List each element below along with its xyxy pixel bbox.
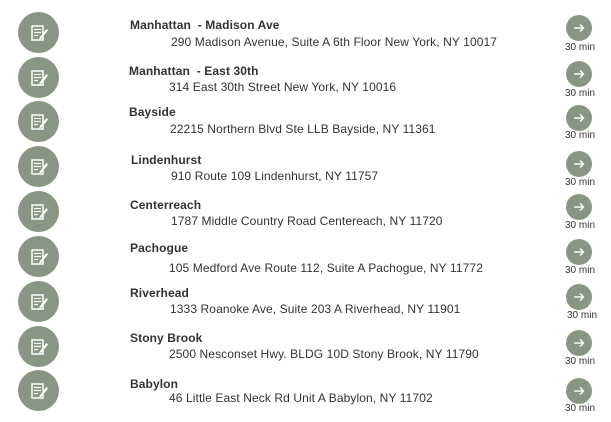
form-button[interactable] bbox=[18, 236, 59, 277]
duration-label: 30 min bbox=[564, 220, 595, 231]
form-button[interactable] bbox=[18, 12, 59, 53]
location-address: 46 Little East Neck Rd Unit A Babylon, NY 11702 bbox=[169, 391, 433, 405]
document-pencil-icon bbox=[29, 112, 49, 132]
arrow-right-icon bbox=[571, 20, 587, 36]
duration-label: 30 min bbox=[564, 42, 595, 53]
go-button[interactable] bbox=[566, 61, 592, 87]
go-button[interactable] bbox=[566, 15, 592, 41]
form-button[interactable] bbox=[18, 281, 59, 322]
location-address: 22215 Northern Blvd Ste LLB Bayside, NY 11361 bbox=[170, 122, 436, 136]
arrow-right-icon bbox=[571, 244, 587, 260]
arrow-right-icon bbox=[571, 156, 587, 172]
location-row bbox=[0, 325, 611, 369]
document-pencil-icon bbox=[29, 381, 49, 401]
duration-label: 30 min bbox=[564, 356, 595, 367]
duration-label: 30 min bbox=[564, 130, 595, 141]
form-button[interactable] bbox=[18, 101, 59, 142]
location-row bbox=[0, 280, 611, 324]
arrow-right-icon bbox=[571, 335, 587, 351]
form-button[interactable] bbox=[18, 57, 59, 98]
document-pencil-icon bbox=[29, 23, 49, 43]
document-pencil-icon bbox=[29, 202, 49, 222]
duration-label: 30 min bbox=[564, 88, 595, 99]
location-name[interactable]: Centerreach bbox=[130, 198, 202, 212]
document-pencil-icon bbox=[29, 292, 49, 312]
arrow-right-icon bbox=[571, 199, 587, 215]
location-row bbox=[0, 235, 611, 279]
location-row bbox=[0, 100, 611, 144]
go-button[interactable] bbox=[566, 284, 592, 310]
duration-label: 30 min bbox=[564, 265, 595, 276]
go-button[interactable] bbox=[566, 194, 592, 220]
location-row bbox=[0, 145, 611, 189]
form-button[interactable] bbox=[18, 370, 59, 411]
location-address: 290 Madison Avenue, Suite A 6th Floor New York, NY 10017 bbox=[171, 35, 498, 49]
arrow-right-icon bbox=[571, 383, 587, 399]
location-name[interactable]: Riverhead bbox=[130, 286, 189, 300]
duration-label: 30 min bbox=[564, 403, 595, 414]
location-row bbox=[0, 56, 611, 100]
location-name[interactable]: Manhattan - Madison Ave bbox=[130, 18, 280, 32]
arrow-right-icon bbox=[571, 66, 587, 82]
document-pencil-icon bbox=[29, 68, 49, 88]
go-button[interactable] bbox=[566, 330, 592, 356]
location-row bbox=[0, 369, 611, 413]
form-button[interactable] bbox=[18, 146, 59, 187]
location-address: 1787 Middle Country Road Centereach, NY 11720 bbox=[171, 214, 443, 228]
location-name[interactable]: Pachogue bbox=[130, 241, 189, 255]
document-pencil-icon bbox=[29, 157, 49, 177]
document-pencil-icon bbox=[29, 247, 49, 267]
location-name[interactable]: Lindenhurst bbox=[131, 153, 202, 167]
location-address: 314 East 30th Street New York, NY 10016 bbox=[169, 80, 397, 94]
go-button[interactable] bbox=[566, 151, 592, 177]
location-address: 910 Route 109 Lindenhurst, NY 11757 bbox=[171, 169, 379, 183]
location-address: 105 Medford Ave Route 112, Suite A Pachogue, NY 11772 bbox=[169, 261, 483, 275]
form-button[interactable] bbox=[18, 191, 59, 232]
location-address: 1333 Roanoke Ave, Suite 203 A Riverhead, NY 11901 bbox=[170, 302, 461, 316]
form-button[interactable] bbox=[18, 326, 59, 367]
location-address: 2500 Nesconset Hwy. BLDG 10D Stony Brook, NY 11790 bbox=[169, 347, 479, 361]
go-button[interactable] bbox=[566, 239, 592, 265]
location-name[interactable]: Babylon bbox=[130, 377, 179, 391]
location-name[interactable]: Manhattan - East 30th bbox=[129, 64, 259, 78]
duration-label: 30 min bbox=[566, 310, 597, 321]
go-button[interactable] bbox=[566, 378, 592, 404]
document-pencil-icon bbox=[29, 337, 49, 357]
arrow-right-icon bbox=[571, 289, 587, 305]
location-name[interactable]: Stony Brook bbox=[130, 331, 203, 345]
duration-label: 30 min bbox=[564, 177, 595, 188]
arrow-right-icon bbox=[571, 110, 587, 126]
location-row bbox=[0, 190, 611, 234]
location-row bbox=[0, 11, 611, 55]
location-name[interactable]: Bayside bbox=[129, 105, 176, 119]
go-button[interactable] bbox=[566, 105, 592, 131]
